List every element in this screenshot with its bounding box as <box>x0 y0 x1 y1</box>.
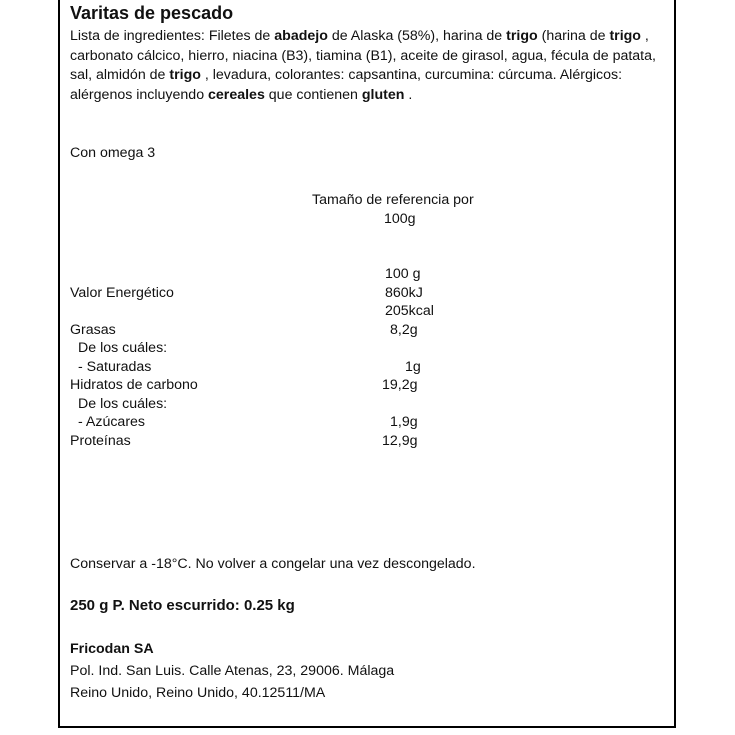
ingredient-text: , carbonato cálcico, hierro, niacina (B3), tiamina (B1), aceite de girasol, agua, fécula de patata, sal, almidón de <box>70 28 656 83</box>
company-address-line1: Pol. Ind. San Luis. Calle Atenas, 23, 29006. Málaga <box>70 663 395 679</box>
energy-kcal: 205kcal <box>385 303 434 319</box>
fat-value: 8,2g <box>390 322 418 338</box>
allergen-text: trigo <box>506 28 538 44</box>
column-header: 100 g <box>385 266 421 282</box>
ingredient-text: . <box>404 86 413 103</box>
ingredient-text: , levadura, colorantes: capsantina, curcumina: cúrcuma. Alérgicos: alérgenos incluyendo <box>70 67 623 103</box>
allergen-text: trigo <box>169 67 201 83</box>
allergen-text: trigo <box>609 28 641 44</box>
allergen-text: cereales <box>208 86 265 103</box>
company-name: Fricodan SA <box>70 641 154 657</box>
sugars-value: 1,9g <box>390 414 418 430</box>
carbs-value: 19,2g <box>382 377 418 393</box>
ingredient-text: (harina de <box>537 28 610 44</box>
carbs-label: Hidratos de carbono <box>70 377 198 393</box>
saturated-label: - Saturadas <box>78 359 152 375</box>
carbs-sub-label: De los cuáles: <box>78 396 168 412</box>
reference-amount: 100g <box>384 211 416 227</box>
protein-value: 12,9g <box>382 433 418 449</box>
company-address-line2: Reino Unido, Reino Unido, 40.12511/MA <box>70 685 326 701</box>
ingredient-text: de Alaska (58%), harina de <box>327 28 507 44</box>
claim-text: Con omega 3 <box>70 145 156 161</box>
allergen-text: gluten <box>361 86 405 103</box>
allergen-text: abadejo <box>274 28 328 44</box>
saturated-value: 1g <box>405 359 421 375</box>
energy-kj: 860kJ <box>385 285 423 301</box>
ingredient-text: Lista de ingredientes: Filetes de <box>70 28 275 44</box>
reference-label: Tamaño de referencia por <box>312 192 474 208</box>
net-weight: 250 g P. Neto escurrido: 0.25 kg <box>70 597 295 614</box>
protein-label: Proteínas <box>70 433 131 449</box>
fat-label: Grasas <box>70 322 116 338</box>
ingredients-list <box>70 27 670 105</box>
product-title: Varitas de pescado <box>70 3 234 23</box>
sugars-label: - Azúcares <box>78 414 146 430</box>
storage-instructions: Conservar a -18°C. No volver a congelar una vez descongelado. <box>70 556 476 572</box>
ingredient-text: que contienen <box>264 86 362 103</box>
energy-label: Valor Energético <box>70 285 174 301</box>
fat-sub-label: De los cuáles: <box>78 340 168 356</box>
